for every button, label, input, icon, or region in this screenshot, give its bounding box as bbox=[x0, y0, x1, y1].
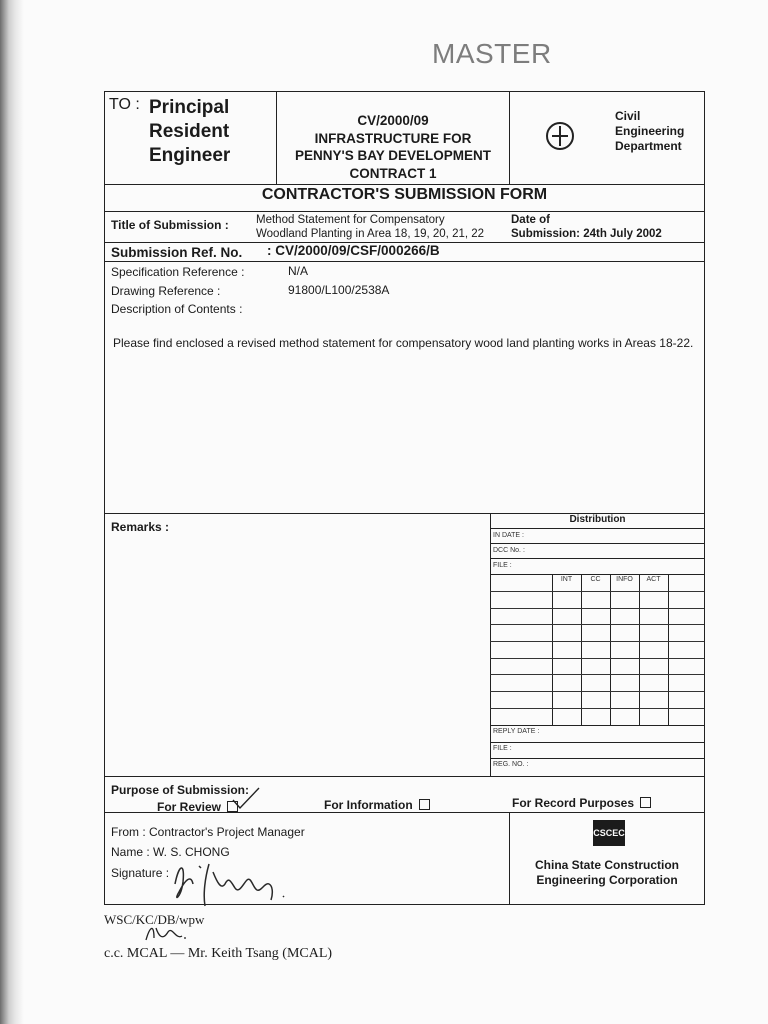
in-date-label: IN DATE : bbox=[493, 532, 524, 539]
department-name bbox=[615, 109, 684, 154]
from-line: From : Contractor's Project Manager bbox=[111, 825, 305, 839]
cscec-logo: CSCEC bbox=[593, 820, 625, 846]
review-label: For Review bbox=[157, 800, 222, 814]
distribution-grid bbox=[490, 574, 704, 725]
contract-line: PENNY'S BAY DEVELOPMENT bbox=[294, 148, 491, 163]
title-line: Method Statement for Compensatory bbox=[256, 214, 445, 226]
title-line: Woodland Planting in Area 18, 19, 20, 21, 22 bbox=[256, 228, 485, 240]
handwritten-signature bbox=[169, 854, 299, 910]
contract-line: CONTRACT 1 bbox=[349, 165, 437, 181]
submission-ref-value: : CV/2000/09/CSF/000266/B bbox=[267, 243, 440, 258]
file2-label: FILE : bbox=[493, 745, 512, 752]
purpose-label: Purpose of Submission: bbox=[111, 783, 250, 797]
cc-line: c.c. MCAL — Mr. Keith Tsang (MCAL) bbox=[104, 946, 333, 961]
department-line: Engineering bbox=[615, 124, 685, 138]
description-label: Description of Contents : bbox=[111, 302, 243, 316]
scan-edge-shadow bbox=[0, 0, 24, 1024]
civil-engineering-logo bbox=[546, 122, 574, 150]
description-body: Please find enclosed a revised method statement for compensatory wood land planting works in Areas 18-22. bbox=[113, 336, 694, 350]
remarks-label: Remarks : bbox=[111, 520, 170, 534]
review-checkmark bbox=[231, 786, 263, 812]
contract-title bbox=[277, 112, 509, 182]
title-of-submission-value bbox=[256, 213, 484, 241]
date-value: Submission: 24th July 2002 bbox=[511, 228, 662, 240]
submission-form bbox=[104, 91, 705, 905]
col-cc: CC bbox=[590, 576, 601, 583]
drawing-ref-label: Drawing Reference : bbox=[111, 284, 221, 298]
company-name bbox=[510, 858, 704, 888]
reg-no-label: REG. NO. : bbox=[493, 761, 529, 768]
company-line: Engineering Corporation bbox=[536, 873, 678, 887]
recipient-line: Principal bbox=[149, 97, 230, 118]
company-line: China State Construction bbox=[534, 858, 679, 872]
contract-line: INFRASTRUCTURE FOR bbox=[314, 130, 472, 146]
file-label: FILE : bbox=[493, 562, 512, 569]
submission-ref-label: Submission Ref. No. bbox=[111, 245, 243, 260]
master-stamp: MASTER bbox=[432, 38, 552, 69]
reply-date-label: REPLY DATE : bbox=[493, 728, 540, 735]
record-label: For Record Purposes bbox=[512, 796, 635, 810]
title-of-submission-label: Title of Submission : bbox=[111, 218, 229, 232]
dcc-no-label: DCC No. : bbox=[493, 547, 525, 554]
information-label: For Information bbox=[324, 798, 413, 812]
contract-number: CV/2000/09 bbox=[357, 113, 429, 128]
record-checkbox[interactable] bbox=[640, 797, 651, 808]
information-checkbox[interactable] bbox=[419, 799, 430, 810]
submission-date bbox=[511, 213, 662, 241]
col-info: INFO bbox=[616, 576, 633, 583]
drawing-ref-value: 91800/L100/2538A bbox=[288, 283, 390, 297]
spec-ref-label: Specification Reference : bbox=[111, 265, 245, 279]
recipient-line: Resident bbox=[149, 121, 230, 142]
to-label: TO : bbox=[109, 96, 140, 113]
reference-initials: WSC/KC/DB/wpw bbox=[104, 912, 205, 927]
name-line: Name : W. S. CHONG bbox=[111, 845, 230, 859]
col-act: ACT bbox=[646, 576, 661, 583]
recipient-line: Engineer bbox=[149, 145, 231, 166]
purpose-information bbox=[324, 798, 430, 812]
signature-label: Signature : bbox=[111, 866, 170, 880]
purpose-record bbox=[512, 796, 651, 810]
distribution-title: Distribution bbox=[569, 514, 626, 525]
date-label: Date of bbox=[511, 214, 550, 226]
initials-scribble bbox=[142, 920, 192, 946]
recipient bbox=[149, 96, 230, 168]
department-line: Department bbox=[615, 139, 682, 153]
col-int: INT bbox=[560, 576, 573, 583]
form-title: CONTRACTOR'S SUBMISSION FORM bbox=[261, 186, 548, 203]
department-line: Civil bbox=[615, 109, 641, 123]
spec-ref-value: N/A bbox=[288, 264, 309, 278]
